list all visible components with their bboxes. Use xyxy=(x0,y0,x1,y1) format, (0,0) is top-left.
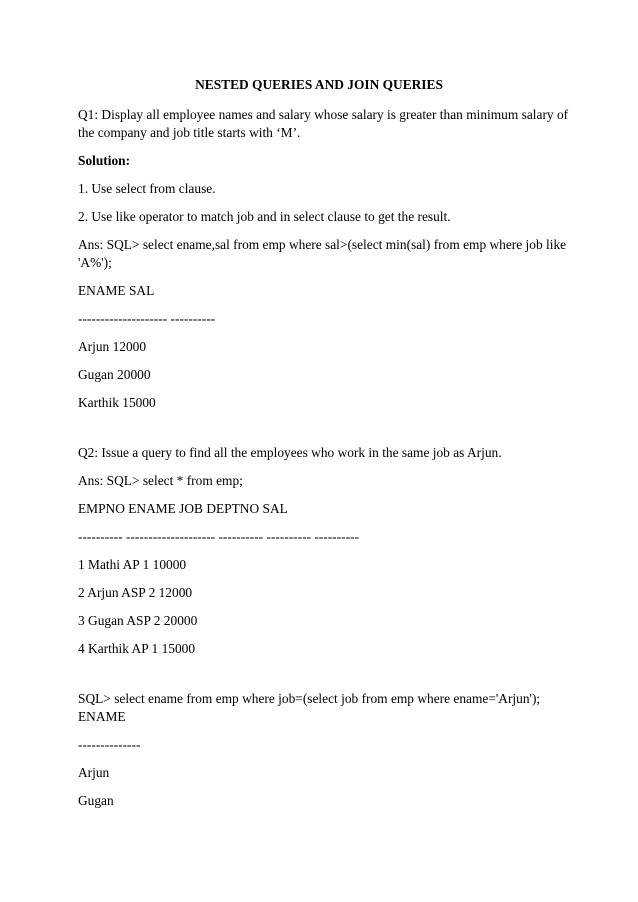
q1-result-header: ENAME SAL xyxy=(78,283,155,298)
q2-query-row: Arjun xyxy=(78,765,110,780)
q1-answer-line1: Ans: SQL> select ename,sal from emp where sal>(select min(sal) from emp where job like xyxy=(78,237,567,252)
q1-question-line1: Q1: Display all employee names and salary whose salary is greater than minimum salary of xyxy=(78,107,569,122)
q2-table-row: 2 Arjun ASP 2 12000 xyxy=(78,585,193,600)
q2-query-row: Gugan xyxy=(78,793,114,808)
q2-question: Q2: Issue a query to find all the employees who work in the same job as Arjun. xyxy=(78,445,502,460)
q1-solution-label: Solution: xyxy=(78,153,131,168)
q2-query-line2: ENAME xyxy=(78,709,126,724)
q2-table-row: 1 Mathi AP 1 10000 xyxy=(78,557,187,572)
q1-result-row: Arjun 12000 xyxy=(78,339,147,354)
q1-step2: 2. Use like operator to match job and in select clause to get the result. xyxy=(78,209,451,224)
q1-step1: 1. Use select from clause. xyxy=(78,181,216,196)
q2-query-line1: SQL> select ename from emp where job=(select job from emp where ename='Arjun'); xyxy=(78,691,541,706)
q1-answer-line2: 'A%'); xyxy=(78,255,112,270)
q1-result-row: Karthik 15000 xyxy=(78,395,156,410)
q1-result-row: Gugan 20000 xyxy=(78,367,151,382)
q2-table-row: 3 Gugan ASP 2 20000 xyxy=(78,613,198,628)
q2-answer: Ans: SQL> select * from emp; xyxy=(78,473,243,488)
document-title: NESTED QUERIES AND JOIN QUERIES xyxy=(195,77,443,92)
q2-table-separator: ---------- -------------------- ---------- ---------- ---------- xyxy=(78,529,359,544)
q2-table-header: EMPNO ENAME JOB DEPTNO SAL xyxy=(78,501,288,516)
q2-table-row: 4 Karthik AP 1 15000 xyxy=(78,641,196,656)
q1-question-line2: the company and job title starts with ‘M’. xyxy=(78,125,301,140)
q2-query-separator: -------------- xyxy=(78,737,141,752)
q1-result-separator: -------------------- ---------- xyxy=(78,311,216,326)
